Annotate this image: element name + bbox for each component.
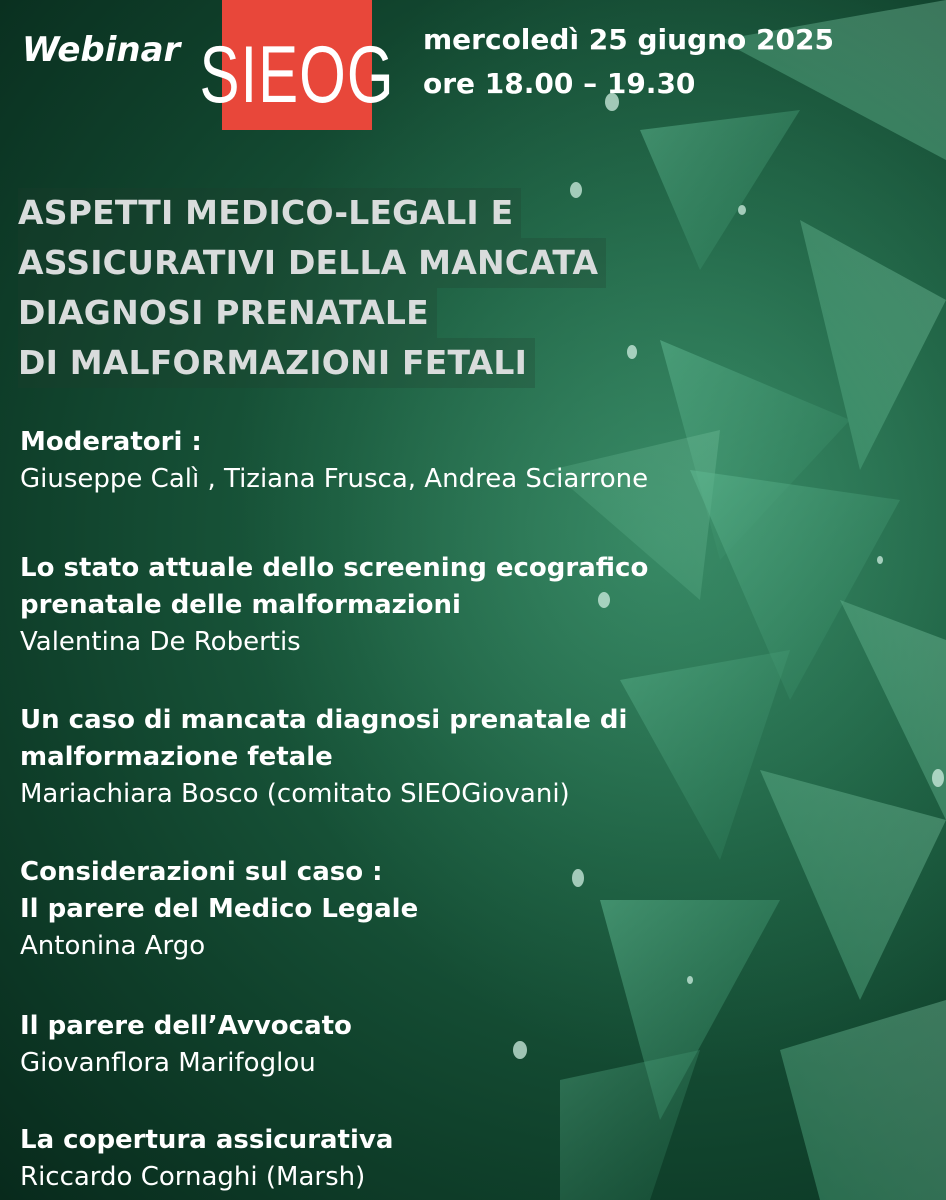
event-date: mercoledì 25 giugno 2025	[423, 23, 834, 56]
talk-title: Il parere del Medico Legale	[20, 894, 419, 924]
event-datetime	[423, 18, 834, 106]
webinar-title	[18, 188, 698, 388]
logo-text: SIEOG	[199, 28, 395, 120]
talk-title: prenatale delle malformazioni	[20, 590, 461, 620]
moderators-heading: Moderatori :	[20, 427, 202, 457]
talk-3	[20, 854, 780, 965]
talk-title: Lo stato attuale dello screening ecografico	[20, 553, 649, 583]
talk-title: Un caso di mancata diagnosi prenatale di	[20, 705, 628, 735]
talk-5	[20, 1122, 780, 1196]
talk-speaker: Giovanflora Marifoglou	[20, 1048, 316, 1078]
talk-title: malformazione fetale	[20, 742, 333, 772]
event-time: ore 18.00 – 19.30	[423, 67, 696, 100]
sieog-logo	[199, 0, 395, 130]
talk-speaker: Valentina De Robertis	[20, 627, 301, 657]
moderators-section	[20, 424, 780, 498]
title-line: ASSICURATIVI DELLA MANCATA	[18, 238, 606, 288]
title-line: ASPETTI MEDICO-LEGALI E	[18, 188, 521, 238]
talk-4	[20, 1008, 780, 1082]
talk-2	[20, 702, 780, 813]
talk-title: Il parere dell’Avvocato	[20, 1011, 352, 1041]
talk-title: Considerazioni sul caso :	[20, 857, 383, 887]
talk-speaker: Mariachiara Bosco (comitato SIEOGiovani)	[20, 779, 570, 809]
talk-speaker: Riccardo Cornaghi (Marsh)	[20, 1162, 366, 1192]
talk-speaker: Antonina Argo	[20, 931, 206, 961]
title-line: DI MALFORMAZIONI FETALI	[18, 338, 535, 388]
talk-1	[20, 550, 780, 661]
talk-title: La copertura assicurativa	[20, 1125, 394, 1155]
moderators-names: Giuseppe Calì , Tiziana Frusca, Andrea Sciarrone	[20, 464, 649, 494]
title-line: DIAGNOSI PRENATALE	[18, 288, 437, 338]
webinar-label: Webinar	[22, 30, 181, 70]
